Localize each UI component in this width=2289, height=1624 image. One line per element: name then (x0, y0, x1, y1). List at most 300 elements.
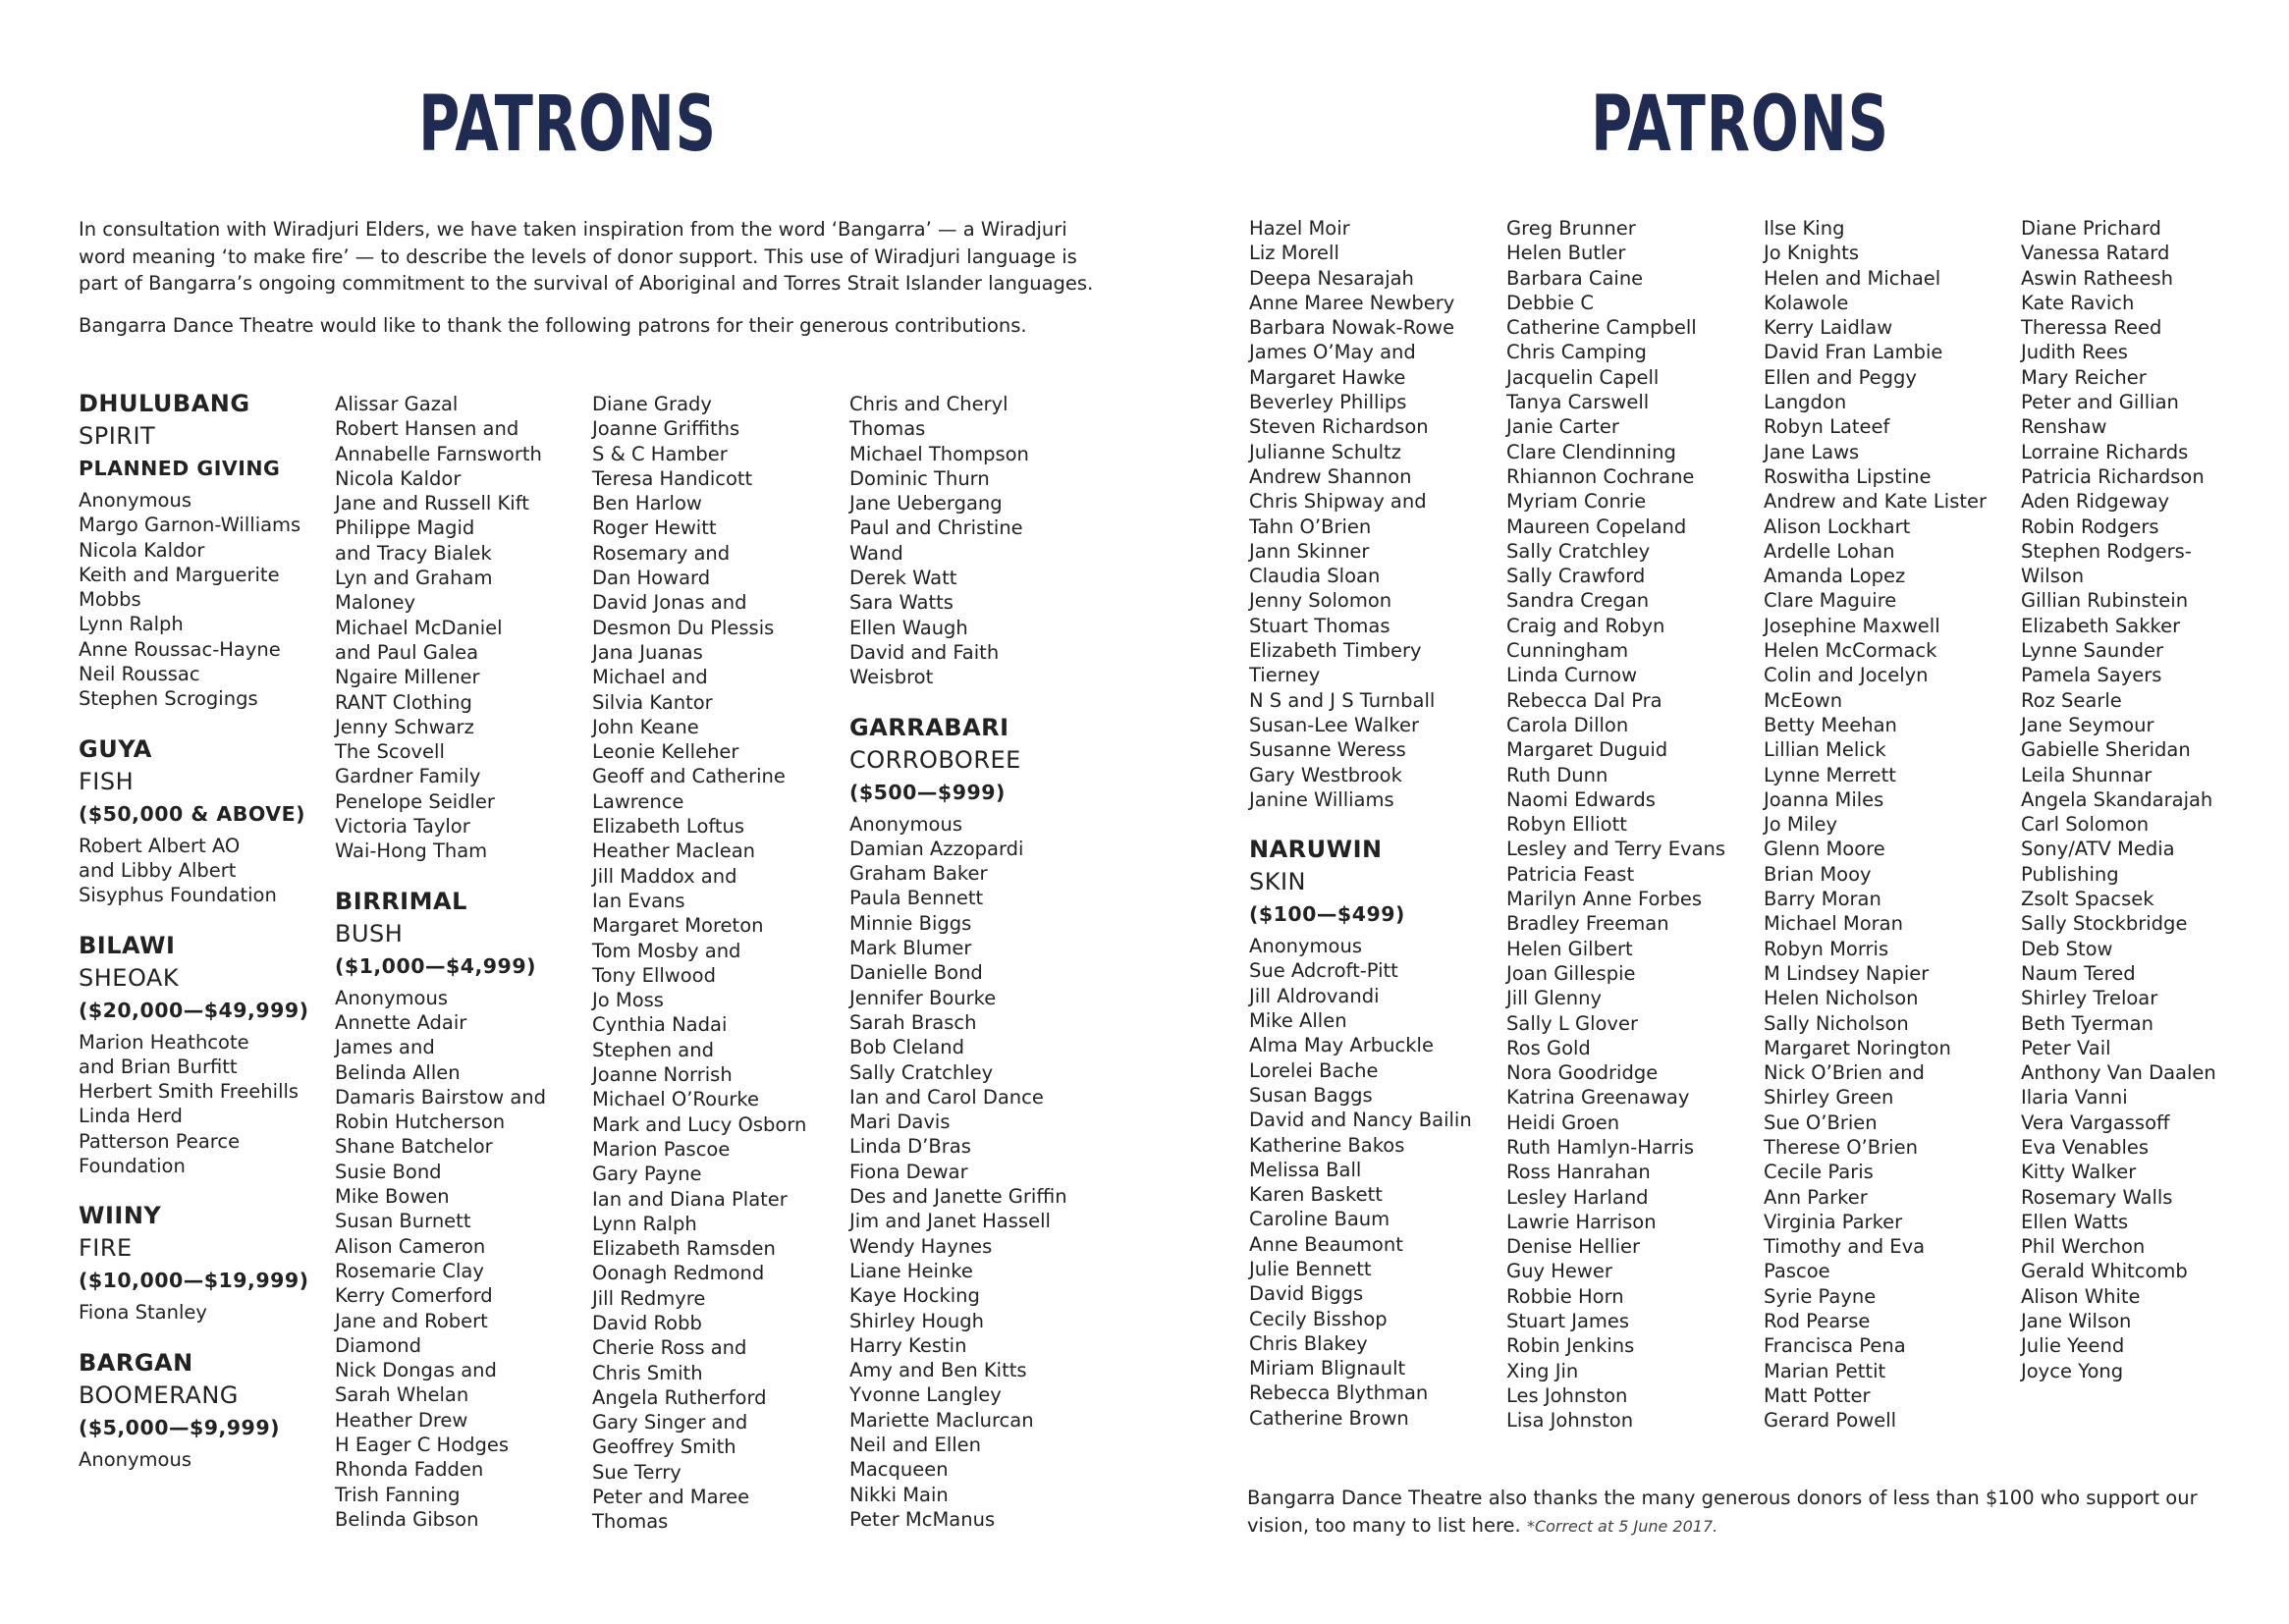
patron-name: Brian Mooy (1764, 862, 1872, 886)
tier-range: ($500—$999) (849, 780, 1006, 804)
patron-name: Nora Goodridge (1506, 1061, 1659, 1085)
patron-name: Anne Maree Newbery (1249, 291, 1455, 314)
patron-name: Cynthia Nadai (592, 1013, 728, 1037)
patron-name: Peter McManus (849, 1507, 996, 1531)
tier-name: GARRABARI (849, 713, 1009, 741)
patron-name: Jennifer Bourke (849, 986, 997, 1009)
patron-column-3 (592, 392, 847, 1535)
patron-name: Jenny Solomon (1249, 589, 1392, 613)
patron-name: Weisbrot (849, 666, 934, 689)
patron-name: Lynne Saunder (2021, 639, 2163, 663)
patron-name: Bob Cleland (849, 1036, 965, 1059)
patron-name: Denise Hellier (1506, 1235, 1641, 1259)
patron-name: Victoria Taylor (335, 815, 470, 839)
patron-name: Cunningham (1506, 639, 1629, 663)
patron-name: Gerard Powell (1764, 1409, 1897, 1433)
tier-name: NARUWIN (1249, 836, 1383, 864)
patron-name: Leila Shunnar (2021, 763, 2153, 786)
patron-name: S & C Hamber (592, 442, 728, 465)
patron-name: Jane and Russell Kift (335, 492, 529, 515)
patron-name: M Lindsey Napier (1764, 961, 1930, 985)
patron-name: Rod Pearse (1764, 1310, 1871, 1333)
patron-name: Chris and Cheryl (849, 393, 1008, 415)
page-title-left: PATRONS (418, 81, 717, 169)
patron-name: Mark Blumer (849, 937, 972, 960)
patron-name: Penelope Seidler (335, 789, 495, 813)
patron-name: Gillian Rubinstein (2021, 589, 2189, 613)
patron-name: David Biggs (1249, 1282, 1364, 1306)
patron-name: Sisyphus Foundation (79, 884, 277, 907)
patron-name: Liz Morell (1249, 242, 1339, 265)
patron-section (335, 886, 590, 1533)
patron-name: Michael McDaniel (335, 616, 503, 639)
patron-name: Ros Gold (1506, 1036, 1591, 1059)
patron-name: Stephen Scrogings (79, 687, 258, 711)
patron-name: Ruth Dunn (1506, 763, 1608, 786)
patron-name: Maloney (335, 591, 416, 615)
patron-name: Sally Cratchley (1506, 539, 1651, 563)
patron-name: Ian and Diana Plater (592, 1187, 788, 1211)
patron-name: Fiona Dewar (849, 1160, 968, 1183)
patron-name: Greg Brunner (1506, 217, 1636, 240)
footer-text: Bangarra Dance Theatre also thanks the many generous donors of less than $100 who support our vision, too many to list here. (1247, 1487, 2198, 1537)
patron-name: Lawrie Harrison (1506, 1210, 1657, 1233)
patron-name: Anonymous (79, 489, 191, 512)
patron-name: Maureen Copeland (1506, 514, 1687, 538)
patron-name: Myriam Conrie (1506, 490, 1647, 514)
patron-name: Beverley Phillips (1249, 391, 1407, 414)
patron-name: Joan Gillespie (1506, 961, 1636, 985)
tier-range: ($5,000—$9,999) (79, 1415, 280, 1439)
patron-name: John Keane (592, 715, 699, 738)
patron-name: Rhiannon Cochrane (1506, 464, 1695, 488)
patron-column-4 (849, 392, 1105, 1532)
patron-name: Kerry Laidlaw (1764, 316, 1893, 340)
patron-name: Michael Thompson (849, 442, 1029, 465)
patron-name: Damaris Bairstow and (335, 1085, 547, 1109)
patron-name: Anthony Van Daalen (2021, 1061, 2216, 1085)
patron-name: Marian Pettit (1764, 1359, 1886, 1382)
patron-name: Barry Moran (1764, 888, 1881, 911)
patron-name: Elizabeth Ramsden (592, 1237, 776, 1261)
patron-name: Margaret Hawke (1249, 365, 1406, 389)
patron-name: Paul and Christine (849, 516, 1023, 540)
patron-section (592, 392, 847, 1535)
patron-name: Liane Heinke (849, 1259, 973, 1282)
patron-name: Steven Richardson (1249, 415, 1429, 439)
patron-name: Diane Prichard (2021, 217, 2161, 240)
patron-name: Roz Searle (2021, 688, 2122, 712)
patron-name: Sally Cratchley (849, 1060, 994, 1084)
patron-name: Alma May Arbuckle (1249, 1034, 1434, 1057)
patron-name: Silvia Kantor (592, 690, 713, 714)
patron-name: Lillian Melick (1764, 738, 1886, 762)
patron-name: Janie Carter (1506, 415, 1619, 439)
patron-name: Geoffrey Smith (592, 1435, 736, 1459)
patron-name: Patterson Pearce (79, 1129, 241, 1153)
patron-column-2 (335, 392, 590, 1532)
patron-name: Marion Heathcote (79, 1030, 249, 1054)
patron-name: Nicola Kaldor (79, 538, 205, 562)
patron-name: Anonymous (849, 812, 962, 836)
patron-name: Miriam Blignault (1249, 1357, 1406, 1380)
patron-name: Alissar Gazal (335, 393, 459, 415)
patron-name: Lynn Ralph (79, 613, 184, 636)
patron-name: Ellen and Peggy (1764, 365, 1917, 389)
patron-name: Cecile Paris (1764, 1161, 1874, 1184)
patron-name: Vanessa Ratard (2021, 242, 2170, 265)
patron-name: Sandra Cregan (1506, 589, 1650, 613)
patron-name: Katherine Bakos (1249, 1133, 1405, 1157)
patron-name: Helen Butler (1506, 242, 1626, 265)
patron-name: Mike Allen (1249, 1009, 1347, 1033)
patron-name: Vera Vargassoff (2021, 1110, 2170, 1134)
patron-name: Tahn O’Brien (1249, 514, 1372, 538)
patron-name: Lesley and Terry Evans (1506, 838, 1726, 861)
patron-name: Roger Hewitt (592, 516, 717, 540)
patron-name: Wendy Haynes (849, 1234, 993, 1258)
patron-name: Alison Cameron (335, 1234, 486, 1258)
patron-name: Clare Clendinning (1506, 440, 1676, 463)
patron-name: Robin Rodgers (2021, 514, 2159, 538)
patron-name: Susie Bond (335, 1160, 442, 1183)
patron-name: Mariette Maclurcan (849, 1408, 1034, 1432)
patron-name: Oonagh Redmond (592, 1262, 765, 1285)
patron-column-7 (1764, 216, 2019, 1434)
patron-name: Jo Miley (1764, 813, 1838, 837)
patron-name: Jacquelin Capell (1506, 365, 1660, 389)
patron-section (1506, 216, 1762, 1434)
patron-name: Stuart James (1506, 1310, 1630, 1333)
patron-name: Guy Hewer (1506, 1260, 1612, 1283)
patron-name: Teresa Handicott (592, 466, 753, 490)
patron-name: David Fran Lambie (1764, 341, 1943, 364)
patron-name: Chris Blakey (1249, 1331, 1368, 1355)
patron-name: Linda Herd (79, 1105, 183, 1128)
patron-name: Anne Beaumont (1249, 1232, 1403, 1256)
patron-name: Hazel Moir (1249, 217, 1350, 240)
patron-name: Robert Hansen and (335, 417, 519, 441)
patron-name: Shirley Green (1764, 1086, 1894, 1110)
patron-name: Lesley Harland (1506, 1185, 1649, 1209)
patron-name: Bradley Freeman (1506, 912, 1669, 936)
patron-name: Renshaw (2021, 415, 2107, 439)
patron-section (1249, 216, 1504, 812)
patron-name: Heather Drew (335, 1408, 468, 1432)
patron-name: Gary Westbrook (1249, 763, 1402, 786)
tier-subtitle: BOOMERANG (79, 1380, 239, 1409)
patron-section (1249, 834, 1504, 1431)
patron-section (79, 733, 334, 908)
patron-name: Robyn Lateef (1764, 415, 1890, 439)
patron-name: Fiona Stanley (79, 1301, 207, 1325)
patron-name: Sue O’Brien (1764, 1110, 1878, 1134)
patron-name: Anonymous (79, 1447, 191, 1471)
patron-name: Macqueen (849, 1458, 949, 1482)
thanks-paragraph: Bangarra Dance Theatre would like to thank the following patrons for their generous contributions. (79, 314, 1027, 337)
patron-name: Robin Hutcherson (335, 1110, 506, 1134)
patron-name: Patricia Feast (1506, 862, 1635, 886)
patron-name: Marion Pascoe (592, 1137, 731, 1161)
patron-name: Ellen Waugh (849, 616, 968, 639)
patron-name: Francisca Pena (1764, 1334, 1906, 1358)
patron-name: David Jonas and (592, 591, 747, 615)
patron-name: Jana Juanas (592, 640, 703, 664)
patron-name: Diamond (335, 1333, 422, 1357)
patron-name: Ian and Carol Dance (849, 1085, 1044, 1109)
patron-name: Chris Smith (592, 1361, 703, 1384)
patron-name: Claudia Sloan (1249, 565, 1381, 588)
patron-name: Ilaria Vanni (2021, 1086, 2128, 1110)
patron-name: Phil Werchon (2021, 1235, 2146, 1259)
patron-name: Rebecca Dal Pra (1506, 688, 1662, 712)
patron-name: Naum Tered (2021, 961, 2136, 985)
patron-name: Jo Moss (592, 989, 664, 1012)
patron-name: Mark and Lucy Osborn (592, 1112, 807, 1136)
patron-name: Caroline Baum (1249, 1208, 1390, 1231)
tier-subtitle: BUSH (335, 919, 404, 947)
patron-name: Shane Batchelor (335, 1135, 493, 1159)
tier-subtitle: SHEOAK (79, 963, 180, 992)
patron-name: RANT Clothing (335, 690, 472, 714)
patron-name: Shirley Treloar (2021, 987, 2158, 1010)
patron-name: Tierney (1249, 664, 1321, 687)
patron-name: Robyn Morris (1764, 937, 1889, 960)
patron-name: Kitty Walker (2021, 1161, 2137, 1184)
patron-name: Robert Albert AO (79, 834, 241, 857)
patron-name: Sarah Whelan (335, 1383, 469, 1407)
footer-date-note: *Correct at 5 June 2017. (1526, 1517, 1718, 1536)
patron-name: Amy and Ben Kitts (849, 1359, 1027, 1382)
patron-name: Michael O’Rourke (592, 1088, 760, 1111)
patron-name: The Scovell (335, 740, 445, 764)
patron-name: Ian Evans (592, 889, 685, 912)
tier-subtitle: SPIRIT (79, 422, 156, 450)
patron-name: Kerry Comerford (335, 1284, 493, 1308)
tier-subtitle: SKIN (1249, 868, 1307, 896)
patron-name: Carola Dillon (1506, 713, 1629, 736)
patron-name: Clare Maguire (1764, 589, 1897, 613)
patron-name: Lisa Johnston (1506, 1409, 1634, 1433)
patron-name: Susan Burnett (335, 1210, 471, 1233)
patron-name: Wand (849, 541, 903, 565)
patron-name: Lorelei Bache (1249, 1058, 1379, 1082)
patron-section (849, 712, 1105, 1533)
patron-name: Michael and (592, 666, 708, 689)
patron-name: and Brian Burfitt (79, 1055, 238, 1078)
patron-name: Ilse King (1764, 217, 1845, 240)
patron-section (79, 388, 334, 712)
patron-name: Janine Williams (1249, 787, 1394, 811)
patron-name: Lawrence (592, 789, 684, 813)
patron-name: Ann Parker (1764, 1185, 1868, 1209)
patron-name: Mari Davis (849, 1110, 951, 1134)
patron-name: Mobbs (79, 588, 141, 612)
patron-name: Elizabeth Sakker (2021, 614, 2181, 637)
patron-name: Jill Redmyre (592, 1286, 706, 1310)
patron-name: Roswitha Lipstine (1764, 464, 1932, 488)
patron-name: Debbie C (1506, 291, 1594, 314)
patron-name: Gerald Whitcomb (2021, 1260, 2188, 1283)
tier-name: WIINY (79, 1202, 162, 1230)
patron-name: N S and J S Turnball (1249, 688, 1436, 712)
patron-name: Melissa Ball (1249, 1158, 1362, 1181)
patron-section (79, 1200, 334, 1325)
patron-name: Chris Camping (1506, 341, 1647, 364)
page-title-right: PATRONS (1591, 81, 1889, 169)
patron-name: Diane Grady (592, 393, 712, 415)
patron-name: Jane Laws (1764, 440, 1860, 463)
patron-name: Barbara Caine (1506, 266, 1644, 290)
patron-name: Barbara Nowak-Rowe (1249, 316, 1455, 340)
tier-name: BILAWI (79, 931, 176, 959)
patron-name: Joanna Miles (1764, 787, 1884, 811)
patron-name: Ardelle Lohan (1764, 539, 1895, 563)
patron-name: Therese O’Brien (1764, 1135, 1918, 1159)
tier-range: ($10,000—$19,999) (79, 1269, 309, 1293)
patron-name: Gary Payne (592, 1163, 702, 1186)
patron-column-5 (1249, 216, 1504, 1431)
patron-name: Dan Howard (592, 567, 711, 590)
patron-name: Anne Roussac-Hayne (79, 637, 281, 661)
patron-name: Wilson (2021, 565, 2085, 588)
patron-name: Nikki Main (849, 1483, 949, 1506)
patron-name: and Libby Albert (79, 858, 237, 882)
patron-name: Cecily Bisshop (1249, 1307, 1388, 1330)
patron-name: Damian Azzopardi (849, 837, 1024, 860)
patron-name: Margaret Norington (1764, 1036, 1951, 1059)
patron-name: Karen Baskett (1249, 1183, 1383, 1207)
patron-column-6 (1506, 216, 1762, 1434)
patron-name: Sally Nicholson (1764, 1011, 1909, 1035)
patron-name: Lynne Merrett (1764, 763, 1896, 786)
patron-name: Anonymous (1249, 935, 1362, 958)
patron-name: Sally Crawford (1506, 565, 1646, 588)
patron-name: Belinda Gibson (335, 1507, 479, 1531)
patron-name: Jann Skinner (1249, 539, 1370, 563)
patron-name: Thomas (592, 1510, 669, 1534)
tier-subtitle: CORROBOREE (849, 745, 1021, 774)
patron-name: Philippe Magid (335, 516, 475, 540)
patron-name: Joanne Norrish (592, 1063, 733, 1087)
patron-name: Gabielle Sheridan (2021, 738, 2191, 762)
patron-name: Betty Meehan (1764, 713, 1897, 736)
patron-name: Beth Tyerman (2021, 1011, 2153, 1035)
patron-name: Deb Stow (2021, 937, 2113, 960)
patron-name: Syrie Payne (1764, 1284, 1877, 1308)
patron-name: Sony/ATV Media (2021, 838, 2175, 861)
patron-name: Stephen Rodgers- (2021, 539, 2192, 563)
patron-name: Peter Vail (2021, 1036, 2111, 1059)
patron-name: Trish Fanning (335, 1483, 461, 1506)
patron-name: Helen and Michael (1764, 266, 1941, 290)
patron-name: Julie Yeend (2021, 1334, 2125, 1358)
patron-name: Ben Harlow (592, 492, 702, 515)
patron-name: Mike Bowen (335, 1185, 450, 1209)
patron-name: James and (335, 1036, 435, 1059)
patron-name: Margaret Moreton (592, 914, 764, 938)
patron-name: Foundation (79, 1155, 186, 1178)
patron-name: Lyn and Graham (335, 567, 493, 590)
patron-name: Glenn Moore (1764, 838, 1885, 861)
patron-name: Michael Moran (1764, 912, 1903, 936)
tier-subtitle: FIRE (79, 1234, 133, 1263)
patron-name: Neil Roussac (79, 663, 200, 686)
patron-name: Julianne Schultz (1249, 440, 1401, 463)
patron-name: Paula Bennett (849, 887, 984, 910)
patron-name: Les Johnston (1506, 1383, 1628, 1407)
patron-name: Josephine Maxwell (1764, 614, 1940, 637)
patron-name: Carl Solomon (2021, 813, 2150, 837)
patron-name: Margo Garnon-Williams (79, 514, 301, 537)
patron-name: Robbie Horn (1506, 1284, 1624, 1308)
patron-name: Craig and Robyn (1506, 614, 1665, 637)
patron-name: Heidi Groen (1506, 1110, 1620, 1134)
patron-name: Jane Seymour (2021, 713, 2154, 736)
patron-name: Nicola Kaldor (335, 466, 462, 490)
patron-name: Wai-Hong Tham (335, 839, 488, 863)
patron-name: Elizabeth Loftus (592, 815, 745, 839)
patron-name: Heather Maclean (592, 839, 756, 863)
patron-name: Des and Janette Griffin (849, 1185, 1067, 1209)
patron-name: Elizabeth Timbery (1249, 639, 1422, 663)
patron-name: Susan Baggs (1249, 1083, 1373, 1107)
patron-name: Leonie Kelleher (592, 740, 739, 764)
patron-name: Sue Terry (592, 1460, 681, 1484)
patron-name: Nick Dongas and (335, 1359, 497, 1382)
patron-name: Susanne Weress (1249, 738, 1406, 762)
patron-name: Peter and Maree (592, 1486, 750, 1509)
patron-name: Nick O’Brien and (1764, 1061, 1925, 1085)
patron-name: Angela Skandarajah (2021, 787, 2213, 811)
patron-name: Margaret Duguid (1506, 738, 1668, 762)
patron-name: Helen Gilbert (1506, 937, 1633, 960)
patron-name: Pascoe (1764, 1260, 1830, 1283)
patron-name: Rebecca Blythman (1249, 1381, 1429, 1405)
patron-name: Matt Potter (1764, 1383, 1871, 1407)
patron-name: Publishing (2021, 862, 2119, 886)
patron-name: Helen Nicholson (1764, 987, 1919, 1010)
patron-name: Graham Baker (849, 862, 988, 886)
patron-name: Yvonne Langley (849, 1383, 1002, 1407)
patron-name: Susan-Lee Walker (1249, 713, 1419, 736)
patron-name: Tanya Carswell (1506, 391, 1650, 414)
patron-name: Jane and Robert (335, 1309, 488, 1332)
patron-name: Naomi Edwards (1506, 787, 1656, 811)
patron-name: Danielle Bond (849, 961, 983, 985)
patron-name: Rhonda Fadden (335, 1458, 484, 1482)
patron-name: Desmon Du Plessis (592, 616, 775, 639)
patron-name: Theressa Reed (2021, 316, 2162, 340)
patron-name: Sally Stockbridge (2021, 912, 2188, 936)
patron-name: Keith and Marguerite (79, 563, 280, 586)
patron-name: Rosemarie Clay (335, 1259, 484, 1282)
patron-name: Jill Aldrovandi (1249, 984, 1380, 1007)
patron-name: Langdon (1764, 391, 1847, 414)
patron-name: Ruth Hamlyn-Harris (1506, 1135, 1695, 1159)
patron-name: Kaye Hocking (849, 1284, 980, 1308)
patron-name: Annette Adair (335, 1010, 467, 1034)
patron-section (2021, 216, 2276, 1383)
patron-name: James O’May and (1249, 341, 1416, 364)
patron-name: Geoff and Catherine (592, 765, 786, 788)
patron-name: Katrina Greenaway (1506, 1086, 1690, 1110)
patron-name: Jenny Schwarz (335, 715, 474, 738)
patron-name: Minnie Biggs (849, 911, 972, 935)
patron-name: Tony Ellwood (592, 963, 716, 987)
patron-name: Joyce Yong (2021, 1359, 2124, 1382)
patron-name: Anonymous (335, 986, 448, 1009)
